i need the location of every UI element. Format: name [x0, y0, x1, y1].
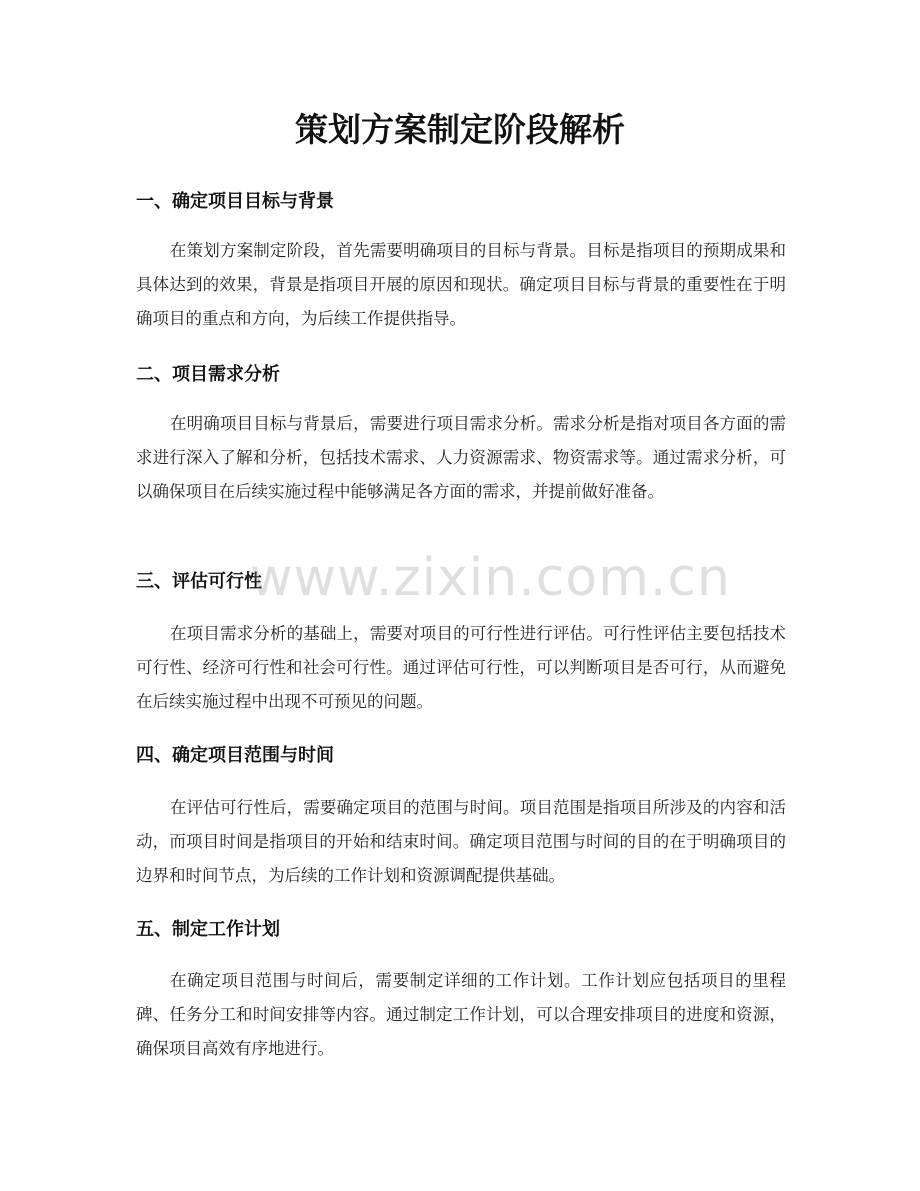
- section-heading-1: 一、确定项目目标与背景: [136, 191, 334, 212]
- section-heading-2: 二、项目需求分析: [136, 364, 280, 385]
- section-heading-5: 五、制定工作计划: [136, 919, 280, 940]
- page-title: 策划方案制定阶段解析: [295, 110, 625, 149]
- section-body-3: 在项目需求分析的基础上，需要对项目的可行性进行评估。可行性评估主要包括技术可行性、经济可行性和社会可行性。通过评估可行性，可以判断项目是否可行，从而避免在后续实施过程中出现不可预见的问题。: [136, 624, 786, 711]
- section-body-1: 在策划方案制定阶段，首先需要明确项目的目标与背景。目标是指项目的预期成果和具体达到的效果，背景是指项目开展的原因和现状。确定项目目标与背景的重要性在于明确项目的重点和方向，为后续工作提供指导。: [136, 241, 786, 328]
- section-body-5: 在确定项目范围与时间后，需要制定详细的工作计划。工作计划应包括项目的里程碑、任务分工和时间安排等内容。通过制定工作计划，可以合理安排项目的进度和资源，确保项目高效有序地进行。: [136, 971, 786, 1058]
- section-heading-4: 四、确定项目范围与时间: [136, 745, 334, 766]
- section-body-4: 在评估可行性后，需要确定项目的范围与时间。项目范围是指项目所涉及的内容和活动，而项目时间是指项目的开始和结束时间。确定项目范围与时间的目的在于明确项目的边界和时间节点，为后续的工作计划和资源调配提供基础。: [136, 798, 786, 885]
- section-heading-3: 三、评估可行性: [136, 571, 262, 592]
- section-body-2: 在明确项目目标与背景后，需要进行项目需求分析。需求分析是指对项目各方面的需求进行深入了解和分析，包括技术需求、人力资源需求、物资需求等。通过需求分析，可以确保项目在后续实施过程中能够满足各方面的需求，并提前做好准备。: [136, 414, 786, 501]
- watermark: www.zixin.com.cn: [250, 548, 731, 608]
